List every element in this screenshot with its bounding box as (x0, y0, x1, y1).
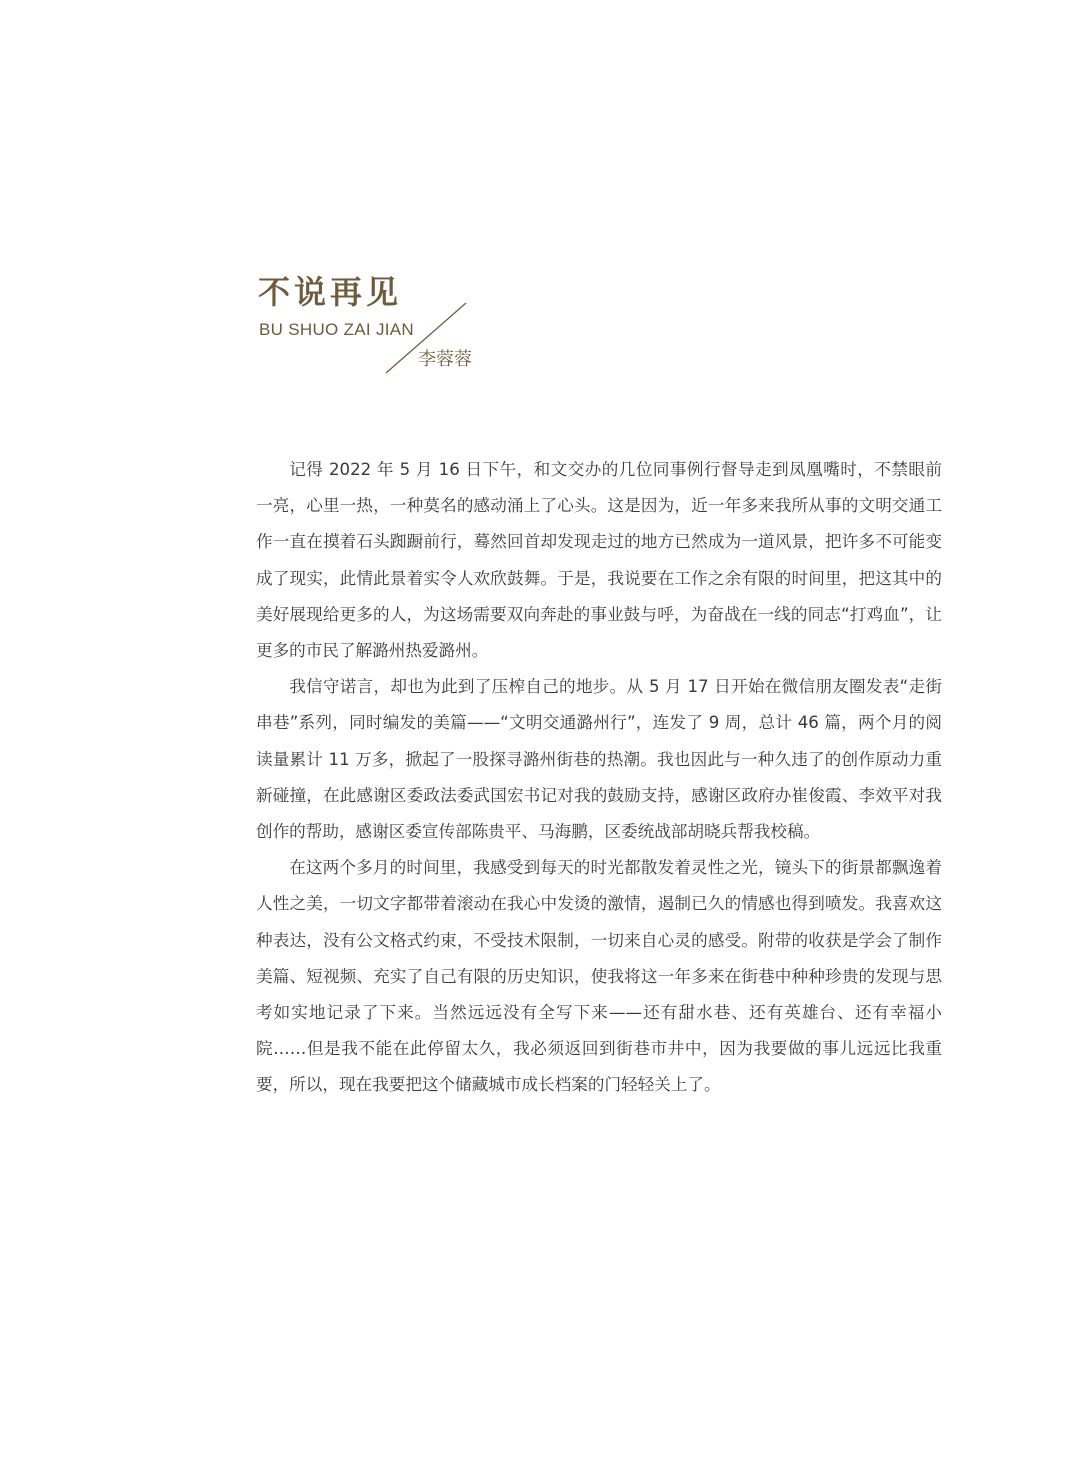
article-title-pinyin: BU SHUO ZAI JIAN (259, 320, 414, 339)
article-body (256, 452, 942, 1104)
body-paragraph-1: 记得 2022 年 5 月 16 日下午，和文交办的几位同事例行督导走到凤凰嘴时，不禁眼前一亮，心里一热，一种莫名的感动涌上了心头。这是因为，近一年多来我所从事的文明交通工作一直在摸着石头踟蹰前行，蓦然回首却发现走过的地方已然成为一道风景，把许多不可能变成了现实，此情此景着实令人欢欣鼓舞。于是，我说要在工作之余有限的时间里，把这其中的美好展现给更多的人，为这场需要双向奔赴的事业鼓与呼，为奋战在一线的同志“打鸡血”，让更多的市民了解潞州热爱潞州。 (256, 460, 942, 661)
article-title: 不说再见 (258, 273, 403, 311)
body-paragraph-2: 我信守诺言，却也为此到了压榨自己的地步。从 5 月 17 日开始在微信朋友圈发表“走街串巷”系列，同时编发的美篇——“文明交通潞州行”，连发了 9 周，总计 46 篇，两个月的阅读量累计 11 万多，掀起了一股探寻潞州街巷的热潮。我也因此与一种久违了的创作原动力重新碰撞，在此感谢区委政法委武国宏书记对我的鼓励支持，感谢区政府办崔俊霞、李效平对我创作的帮助，感谢区委宣传部陈贵平、马海鹏，区委统战部胡晓兵帮我校稿。 (256, 677, 942, 842)
article-author: 李蓉蓉 (418, 349, 472, 370)
body-paragraph-3: 在这两个多月的时间里，我感受到每天的时光都散发着灵性之光，镜头下的街景都飘逸着人性之美，一切文字都带着滚动在我心中发烫的激情，遏制已久的情感也得到喷发。我喜欢这种表达，没有公文格式约束，不受技术限制，一切来自心灵的感受。附带的收获是学会了制作美篇、短视频、充实了自己有限的历史知识，使我将这一年多来在街巷中种种珍贵的发现与思考如实地记录了下来。当然远远没有全写下来——还有甜水巷、还有英雄台、还有幸福小院……但是我不能在此停留太久，我必须返回到街巷市井中，因为我要做的事儿远远比我重要，所以，现在我要把这个储藏城市成长档案的门轻轻关上了。 (256, 858, 942, 1095)
